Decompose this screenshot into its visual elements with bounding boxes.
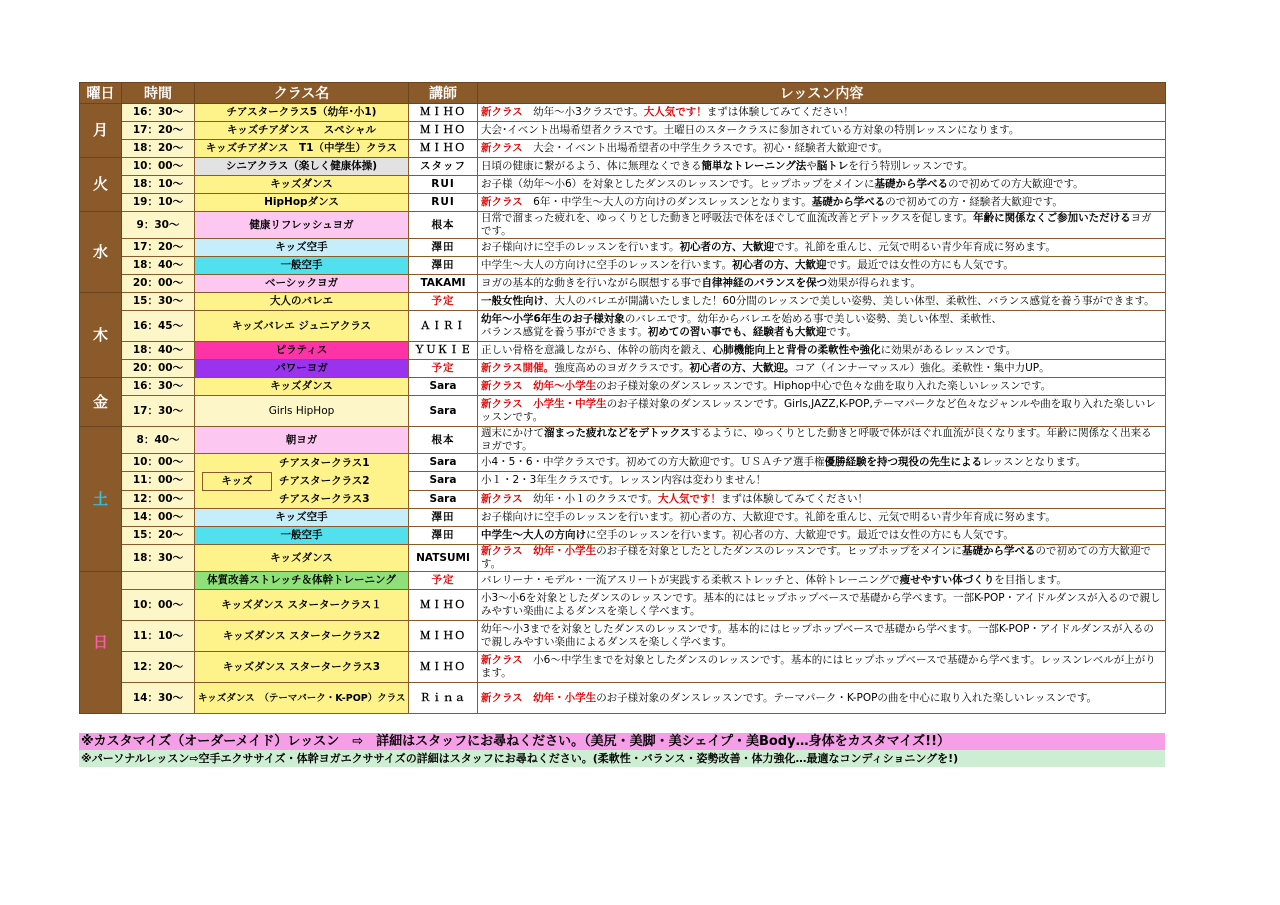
class-name: キッズダンス スタータークラス１	[195, 590, 409, 621]
teacher-name: 澤田	[409, 527, 478, 545]
class-name: キッズチアダンス スペシャル	[195, 122, 409, 140]
desc-emphasis: 自律神経のバランスを保つ	[701, 277, 828, 289]
teacher-name: 澤田	[409, 509, 478, 527]
personal-lesson-note: ※パーソナルレッスン⇨空手エクササイズ・体幹ヨガエクササイズの詳細はスタッフにお尋ねください。(柔軟性・バランス・姿勢改善・体力強化…最適なコンディショニングを!)	[79, 750, 1165, 767]
lesson-description	[478, 104, 1166, 122]
class-name: キッズチアダンス T1（中学生）クラス	[195, 140, 409, 158]
table-row	[80, 572, 1166, 590]
table-row	[80, 275, 1166, 293]
lesson-description: 小3～小6を対象としたダンスのレッスンです。基本的にはヒップホップベースで基礎から学べます。一部K-POP・アイドルダンスが入るので親しみやすい楽曲によるダンスを楽しく学べます。	[478, 590, 1166, 621]
lesson-description	[478, 454, 1166, 472]
lesson-description: 幼年～小3までを対象としたダンスのレッスンです。基本的にはヒップホップベースで基礎から学べます。一部K-POP・アイドルダンスが入るので親しみやすい楽曲によるダンスを楽しく学べます。	[478, 621, 1166, 652]
lesson-description	[478, 212, 1166, 239]
class-name: キッズダンス	[195, 378, 409, 396]
table-row	[80, 360, 1166, 378]
table-row	[80, 342, 1166, 360]
class-name: 健康リフレッシュヨガ	[195, 212, 409, 239]
header-row	[80, 83, 1166, 104]
lesson-description	[478, 239, 1166, 257]
teacher-name: 予定	[409, 572, 478, 590]
desc-emphasis: 心肺機能向上と背骨の柔軟性や強化	[712, 344, 881, 356]
class-name: ベーシックヨガ	[195, 275, 409, 293]
day-label-wed: 水	[80, 212, 122, 293]
desc-text: 小4・5・6・中学クラスです。初めての方大歓迎です。ＵＳＡチア選手権	[481, 456, 825, 469]
desc-text: お子様向けに空手のレッスンを行います。	[481, 241, 680, 253]
table-row	[80, 257, 1166, 275]
lesson-description	[478, 490, 1166, 508]
lesson-description	[478, 158, 1166, 176]
teacher-name: Sara	[409, 454, 478, 472]
time-cell: 16：30～	[122, 378, 195, 396]
table-row	[80, 212, 1166, 239]
teacher-name: Sara	[409, 490, 478, 508]
desc-text: のお子様対象のダンスレッスンです。Girls,JAZZ,K-POP,テーマパークなど色々なジャンルや曲を取り入れた楽しいレッスンです。	[481, 398, 1156, 423]
desc-emphasis: 年齢に関係なくご参加いただける	[973, 212, 1131, 224]
teacher-name: Sara	[409, 396, 478, 427]
lesson-description	[478, 545, 1166, 572]
table-row	[80, 104, 1166, 122]
table-row	[80, 311, 1166, 342]
table-row	[80, 527, 1166, 545]
lesson-description	[478, 396, 1166, 427]
desc-text: ヨガです。	[481, 212, 1152, 237]
class-name: シニアクラス（楽しく健康体操)	[195, 158, 409, 176]
teacher-name: 根本	[409, 427, 478, 454]
time-cell: 9：30～	[122, 212, 195, 239]
day-label-mon: 月	[80, 104, 122, 158]
table-row	[80, 621, 1166, 652]
class-name: キッズダンス	[195, 545, 409, 572]
time-cell: 16：30～	[122, 104, 195, 122]
lesson-description	[478, 257, 1166, 275]
day-label-thu: 木	[80, 293, 122, 378]
desc-emphasis: 初心者の方、大歓迎	[732, 259, 827, 271]
desc-text: ので初めての方大歓迎です。	[481, 545, 1152, 570]
desc-text: バレリーナ・モデル・一流アスリートが実践する柔軟ストレッチと、体幹トレーニングで	[481, 574, 900, 586]
class-name: キッズダンス スタータークラス3	[195, 652, 409, 683]
table-row	[80, 239, 1166, 257]
new-class-tag: 新クラス	[481, 196, 523, 208]
new-class-tag: 新クラス	[481, 654, 523, 666]
desc-emphasis: 基礎から学べる	[811, 196, 886, 208]
table-row	[80, 140, 1166, 158]
teacher-name: Sara	[409, 472, 478, 490]
class-name: キッズダンス （テーマパーク・K-POP）クラス	[195, 683, 409, 714]
time-cell: 18：40～	[122, 257, 195, 275]
class-name: ピラティス	[195, 342, 409, 360]
new-class-tag: 新クラス 小学生・中学生	[481, 398, 607, 410]
lesson-description	[478, 683, 1166, 714]
teacher-name: 根本	[409, 212, 478, 239]
desc-text: です。礼節を重んじ、元気で明るい青少年育成に努めます。	[774, 241, 1056, 253]
table-row	[80, 378, 1166, 396]
class-name: HipHopダンス	[195, 194, 409, 212]
popular-tag: 大人気です！	[658, 492, 722, 505]
lesson-description	[478, 311, 1166, 342]
lesson-description	[478, 293, 1166, 311]
desc-text: に空手のレッスンを行います。初心者の方、大歓迎です。最近では女性の方にも人気です。	[586, 529, 1014, 541]
new-class-tag: 新クラス	[481, 142, 523, 154]
time-cell: 16：45～	[122, 311, 195, 342]
class-name: 大人のバレエ	[195, 293, 409, 311]
teacher-name: Sara	[409, 378, 478, 396]
desc-emphasis: 中学生～大人の方向け	[481, 529, 586, 541]
time-cell: 14：30～	[122, 683, 195, 714]
day-label-tue: 火	[80, 158, 122, 212]
time-cell: 18：30～	[122, 545, 195, 572]
header-content: レッスン内容	[478, 83, 1166, 104]
lesson-description: 小１・2・3年生クラスです。レッスン内容は変わりません！	[478, 472, 1166, 490]
lesson-description: 大会･イベント出場希望者クラスです。土曜日のスタークラスに参加されている方対象の特別レッスンになります。	[478, 122, 1166, 140]
teacher-name: 予定	[409, 293, 478, 311]
new-class-tag: 新クラス 幼年・小学生	[481, 545, 597, 557]
desc-text: を行う特別レッスンです。	[848, 160, 974, 172]
desc-emphasis: 溜まった疲れなどをデトックス	[544, 427, 691, 439]
table-row	[80, 122, 1166, 140]
class-name: 体質改善ストレッチ＆体幹トレーニング	[195, 572, 409, 590]
desc-text: 幼年・小１のクラスです。	[522, 492, 659, 505]
table-row	[80, 545, 1166, 572]
desc-text: まずは体験してみてください！	[706, 106, 854, 118]
teacher-name: RUI	[409, 194, 478, 212]
teacher-name: 予定	[409, 360, 478, 378]
day-label-sun: 日	[80, 572, 122, 714]
class-name: チアスタークラス3	[279, 493, 370, 505]
time-cell: 15：20～	[122, 527, 195, 545]
new-class-tag: 新クラス 幼年～小学生	[481, 380, 597, 392]
table-row	[80, 194, 1166, 212]
desc-text: 大会・イベント出場希望者の中学生クラスです。初心・経験者大歓迎です。	[522, 142, 889, 154]
desc-text: コア（インナーマッスル）強化。柔軟性・集中力UP。	[794, 362, 1050, 374]
desc-text: のお子様対象のダンスレッスンです。Hiphop中心で色々な曲を取り入れた楽しいレッスンです。	[596, 380, 1052, 392]
lesson-description	[478, 572, 1166, 590]
time-cell: 18：40～	[122, 342, 195, 360]
new-class-tag: 新クラス開催。	[481, 362, 555, 374]
time-cell: 10：00～	[122, 590, 195, 621]
desc-text: のお子様対象のダンスレッスンです。テーマパーク・K-POPの曲を中心に取り入れた楽しいレッスンです。	[596, 691, 1097, 704]
desc-emphasis: 一般女性向け	[481, 295, 544, 307]
teacher-name: ＹＵＫＩＥ	[409, 342, 478, 360]
desc-emphasis: 簡単なトレーニング法	[701, 160, 807, 172]
new-class-tag: 新クラス	[481, 492, 523, 505]
time-cell	[122, 572, 195, 590]
desc-text: 6年・中学生～大人の方向けのダンスレッスンとなります。	[522, 196, 812, 208]
header-teacher: 講師	[409, 83, 478, 104]
desc-text: のバレエです。幼年からバレエを始める事で美しい姿勢、美しい体型、柔軟性、	[624, 313, 1002, 325]
header-time: 時間	[122, 83, 195, 104]
time-cell: 18：20～	[122, 140, 195, 158]
time-cell: 19：10～	[122, 194, 195, 212]
class-name: キッズバレエ ジュニアクラス	[195, 311, 409, 342]
desc-text: お子様（幼年～小6）を対象としたダンスのレッスンです。ヒップホップをメインに	[481, 178, 875, 190]
desc-text: 、大人のバレエが開講いたしました！60分間のレッスンで美しい姿勢、美しい体型、柔軟性、バランス感覚を養う事ができます。	[544, 295, 1155, 307]
teacher-name: Ｒｉｎａ	[409, 683, 478, 714]
class-name: キッズダンス スタータークラス2	[195, 621, 409, 652]
class-name: キッズ空手	[195, 239, 409, 257]
teacher-name: ＡＩＲＩ	[409, 311, 478, 342]
time-cell: 12：00～	[122, 490, 195, 508]
desc-emphasis: 基礎から学べる	[962, 545, 1036, 557]
kids-group-label: キッズ	[202, 472, 271, 491]
desc-text: 効果が得られます。	[827, 277, 921, 289]
header-day: 曜日	[80, 83, 122, 104]
desc-emphasis: 初心者の方、大歓迎。	[689, 362, 795, 374]
desc-text: です。最近では女性の方にも人気です。	[826, 259, 1014, 271]
class-name: 一般空手	[195, 257, 409, 275]
desc-text: ので初めての方大歓迎です。	[948, 178, 1084, 190]
time-cell: 20：00～	[122, 360, 195, 378]
day-label-sat: 土	[80, 427, 122, 572]
teacher-name: ＭＩＨＯ	[409, 122, 478, 140]
time-cell: 14：00～	[122, 509, 195, 527]
schedule-table	[79, 82, 1166, 714]
teacher-name: RUI	[409, 176, 478, 194]
lesson-description	[478, 378, 1166, 396]
teacher-name: 澤田	[409, 257, 478, 275]
table-row	[80, 509, 1166, 527]
table-row	[80, 652, 1166, 683]
teacher-name: スタッフ	[409, 158, 478, 176]
time-cell: 12：20～	[122, 652, 195, 683]
lesson-description	[478, 527, 1166, 545]
desc-text: するように、ゆっくりとした動きと呼吸で体がほぐれ血流が良くなります。年齢に関係なく出来るヨガです。	[481, 427, 1152, 452]
teacher-name: ＭＩＨＯ	[409, 621, 478, 652]
teacher-name: ＭＩＨＯ	[409, 104, 478, 122]
custom-lesson-note: ※カスタマイズ（オーダーメイド）レッスン ⇨ 詳細はスタッフにお尋ねください。（美尻・美脚・美シェイプ・美Body…身体をカスタマイズ!!）	[79, 733, 1165, 750]
desc-text: 小6～中学生までを対象としたダンスのレッスンです。基本的にはヒップホップベースで基礎から学べます。レッスンレベルが上がります。	[481, 654, 1156, 679]
desc-text: や	[806, 160, 817, 172]
teacher-name: TAKAMI	[409, 275, 478, 293]
table-row	[80, 427, 1166, 454]
desc-text: のお子様を対象としたとしたダンスのレッスンです。ヒップホップをメインに	[596, 545, 963, 557]
class-name: チアスタークラス2	[279, 475, 370, 487]
class-name: Girls HipHop	[195, 396, 409, 427]
time-cell: 20：00～	[122, 275, 195, 293]
lesson-description	[478, 275, 1166, 293]
time-cell: 18：10～	[122, 176, 195, 194]
new-class-tag: 新クラス	[481, 106, 523, 118]
lesson-description	[478, 194, 1166, 212]
lesson-description	[478, 176, 1166, 194]
table-row	[80, 396, 1166, 427]
time-cell: 17：20～	[122, 122, 195, 140]
table-row	[80, 683, 1166, 714]
time-cell: 17：20～	[122, 239, 195, 257]
desc-emphasis: 幼年～小学6年生のお子様対象	[481, 313, 625, 325]
desc-emphasis: 初心者の方、大歓迎	[679, 241, 775, 253]
desc-text: 日頃の健康に繋がるよう、体に無理なくできる	[481, 160, 702, 172]
table-row	[80, 176, 1166, 194]
desc-text: 正しい骨格を意識しながら、体幹の筋肉を鍛え、	[481, 344, 713, 356]
time-cell: 10：00～	[122, 158, 195, 176]
desc-text: 週末にかけて	[481, 427, 544, 439]
table-row	[80, 590, 1166, 621]
time-cell: 15：30～	[122, 293, 195, 311]
class-name: 朝ヨガ	[195, 427, 409, 454]
desc-emphasis: 基礎から学べる	[874, 178, 948, 190]
lesson-description	[478, 342, 1166, 360]
lesson-description	[478, 360, 1166, 378]
desc-text: 日常で溜まった疲れを、ゆっくりとした動きと呼吸法で体をほぐして血流改善とデトックスを促します。	[481, 212, 974, 224]
class-name: キッズ空手	[195, 509, 409, 527]
class-name: チアスタークラス1	[279, 457, 370, 469]
day-label-fri: 金	[80, 378, 122, 427]
desc-emphasis: 痩せやすい体づくり	[899, 574, 995, 586]
desc-text: バランス感覚を養う事ができます。	[481, 326, 648, 338]
desc-text: 中学生～大人の方向けに空手のレッスンを行います。	[481, 259, 733, 271]
teacher-name: NATSUMI	[409, 545, 478, 572]
new-class-tag: 新クラス 幼年・小学生	[481, 691, 597, 704]
desc-text: 強度高めのヨガクラスです。	[554, 362, 690, 374]
desc-text: まずは体験してみてください！	[721, 492, 869, 505]
time-cell: 11：00～	[122, 472, 195, 490]
table-row	[80, 158, 1166, 176]
class-name: パワーヨガ	[195, 360, 409, 378]
popular-tag: 大人気です！	[643, 106, 707, 118]
header-class: クラス名	[195, 83, 409, 104]
teacher-name: ＭＩＨＯ	[409, 140, 478, 158]
desc-text: ヨガの基本的な動きを行いながら瞑想する事で	[481, 277, 702, 289]
time-cell: 10：00～	[122, 454, 195, 472]
desc-emphasis: 初めての習い事でも、経験者も大歓迎	[647, 326, 827, 338]
desc-emphasis: 脳トレ	[816, 160, 849, 172]
lesson-description: お子様向けに空手のレッスンを行います。初心者の方、大歓迎です。礼節を重んじ、元気で明るい青少年育成に努めます。	[478, 509, 1166, 527]
class-name: 一般空手	[195, 527, 409, 545]
class-name: キッズダンス	[195, 176, 409, 194]
time-cell: 11：10～	[122, 621, 195, 652]
desc-text: に効果があるレッスンです。	[880, 344, 1017, 356]
lesson-description	[478, 140, 1166, 158]
lesson-description	[478, 652, 1166, 683]
desc-text: を目指します。	[994, 574, 1067, 586]
teacher-name: ＭＩＨＯ	[409, 590, 478, 621]
teacher-name: 澤田	[409, 239, 478, 257]
desc-emphasis: 優勝経験を持つ現役の先生による	[824, 456, 983, 469]
table-row	[80, 454, 1166, 472]
time-cell: 8：40～	[122, 427, 195, 454]
table-row	[80, 293, 1166, 311]
desc-text: ので初めての方・経験者大歓迎です。	[885, 196, 1063, 208]
teacher-name: ＭＩＨＯ	[409, 652, 478, 683]
desc-text: 幼年～小3クラスです。	[522, 106, 644, 118]
time-cell: 17：30～	[122, 396, 195, 427]
desc-text: レッスンとなります。	[982, 456, 1087, 469]
class-name: チアスタークラス5（幼年･小1)	[195, 104, 409, 122]
lesson-description	[478, 427, 1166, 454]
desc-text: です。	[826, 326, 858, 338]
class-group-cell	[195, 454, 409, 509]
